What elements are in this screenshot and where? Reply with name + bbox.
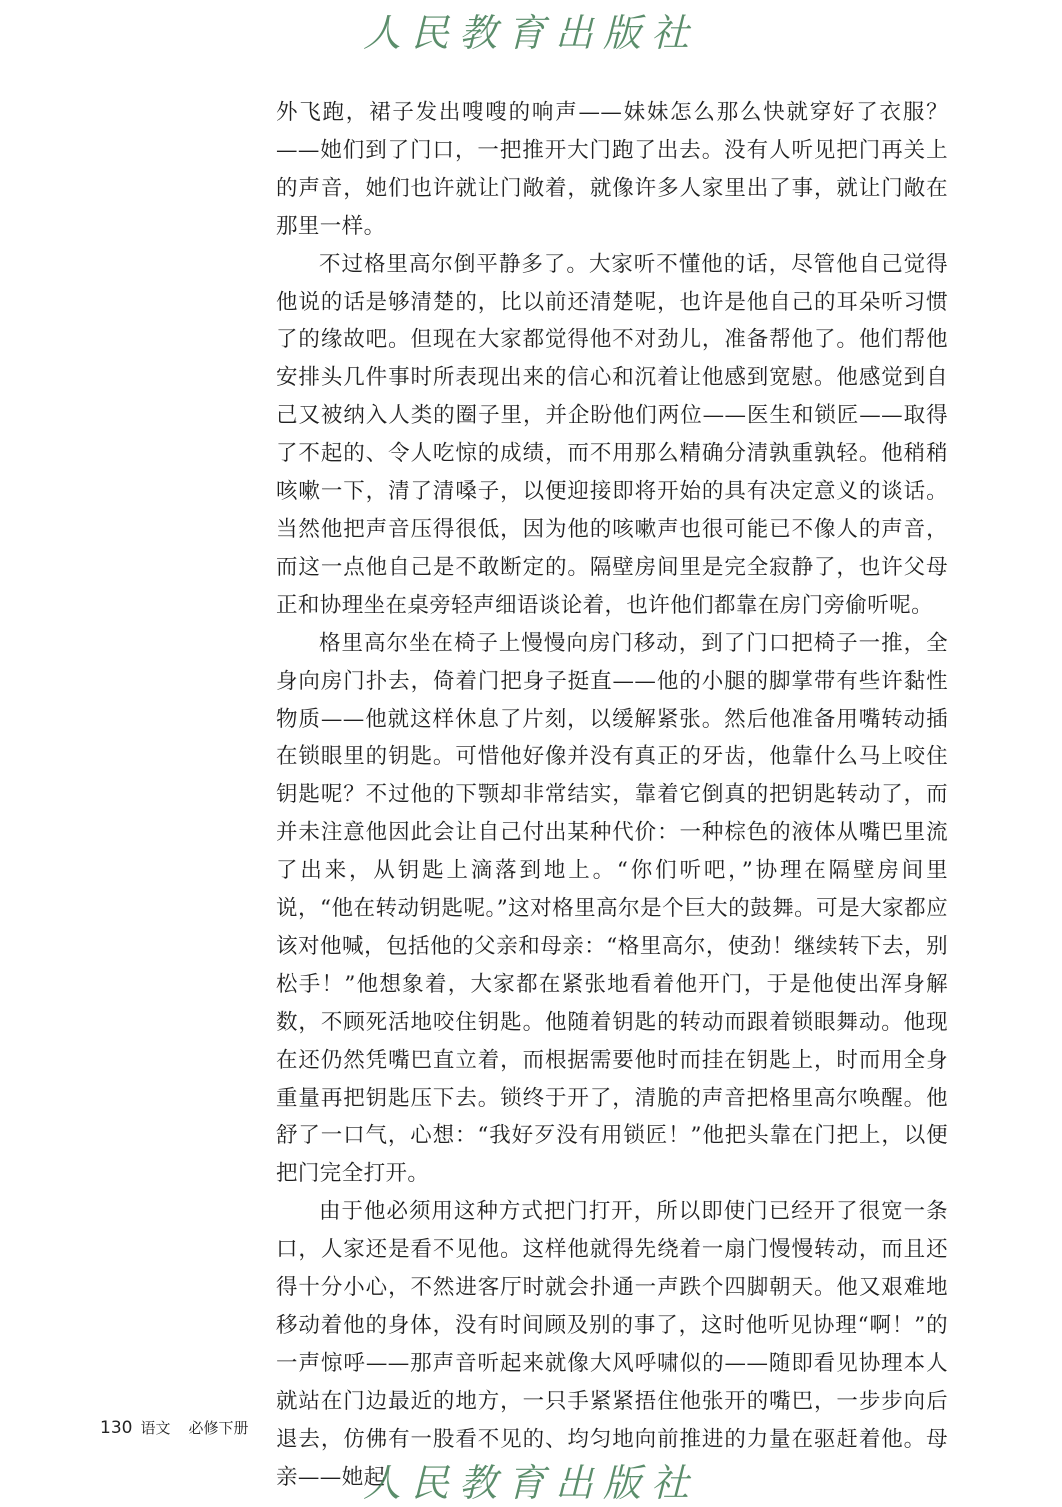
- book-title: 语文: [140, 1419, 171, 1437]
- page-footer: [100, 1417, 248, 1438]
- article-body: [276, 94, 948, 1497]
- publisher-watermark-bottom: 人民教育出版社: [362, 1461, 699, 1505]
- paragraph-3: 格里高尔坐在椅子上慢慢向房门移动，到了门口把椅子一推，全身向房门扑去，倚着门把身子挺直——他的小腿的脚掌带有些许黏性物质——他就这样休息了片刻，以缓解紧张。然后他准备用嘴转动插在锁眼里的钥匙。可惜他好像并没有真正的牙齿，他靠什么马上咬住钥匙呢？不过他的下颚却非常结实，靠着它倒真的把钥匙转动了，而并未注意他因此会让自己付出某种代价：一种棕色的液体从嘴巴里流了出来，从钥匙上滴落到地上。“你们听吧，”协理在隔壁房间里说，“他在转动钥匙呢。”这对格里高尔是个巨大的鼓舞。可是大家都应该对他喊，包括他的父亲和母亲：“格里高尔，使劲！继续转下去，别松手！”他想象着，大家都在紧张地看着他开门，于是他使出浑身解数，不顾死活地咬住钥匙。他随着钥匙的转动而跟着锁眼舞动。他现在还仍然凭嘴巴直立着，而根据需要他时而挂在钥匙上，时而用全身重量再把钥匙压下去。锁终于开了，清脆的声音把格里高尔唤醒。他舒了一口气，心想：“我好歹没有用锁匠！”他把头靠在门把上，以便把门完全打开。: [276, 630, 948, 1187]
- publisher-watermark-top: 人民教育出版社: [362, 11, 699, 55]
- volume-label: 必修下册: [188, 1419, 249, 1437]
- paragraph-2: 不过格里高尔倒平静多了。大家听不懂他的话，尽管他自己觉得他说的话是够清楚的，比以前还清楚呢，也许是他自己的耳朵听习惯了的缘故吧。但现在大家都觉得他不对劲儿，准备帮他了。他们帮他安排头几件事时所表现出来的信心和沉着让他感到宽慰。他感觉到自己又被纳入人类的圈子里，并企盼他们两位——医生和锁匠——取得了不起的、令人吃惊的成绩，而不用那么精确分清孰重孰轻。他稍稍咳嗽一下，清了清嗓子，以便迎接即将开始的具有决定意义的谈话。当然他把声音压得很低，因为他的咳嗽声也很可能已不像人的声音，而这一点他自己是不敢断定的。隔壁房间里是完全寂静了，也许父母正和协理坐在桌旁轻声细语谈论着，也许他们都靠在房门旁偷听呢。: [276, 251, 948, 618]
- paragraph-4: 由于他必须用这种方式把门打开，所以即使门已经开了很宽一条口，人家还是看不见他。这样他就得先绕着一扇门慢慢转动，而且还得十分小心，不然进客厅时就会扑通一声跌个四脚朝天。他又艰难地移动着他的身体，没有时间顾及别的事了，这时他听见协理“啊！”的一声惊呼——那声音听起来就像大风呼啸似的——随即看见协理本人就站在门边最近的地方，一只手紧紧捂住他张开的嘴巴，一步步向后退去，仿佛有一股看不见的、均匀地向前推进的力量在驱赶着他。母亲——她起: [276, 1199, 948, 1490]
- page-number: 130: [100, 1418, 133, 1438]
- paragraph-1: 外飞跑，裙子发出嗖嗖的响声——妹妹怎么那么快就穿好了衣服？——她们到了门口，一把推开大门跑了出去。没有人听见把门再关上的声音，她们也许就让门敞着，就像许多人家里出了事，就让门敞在那里一样。: [276, 100, 948, 239]
